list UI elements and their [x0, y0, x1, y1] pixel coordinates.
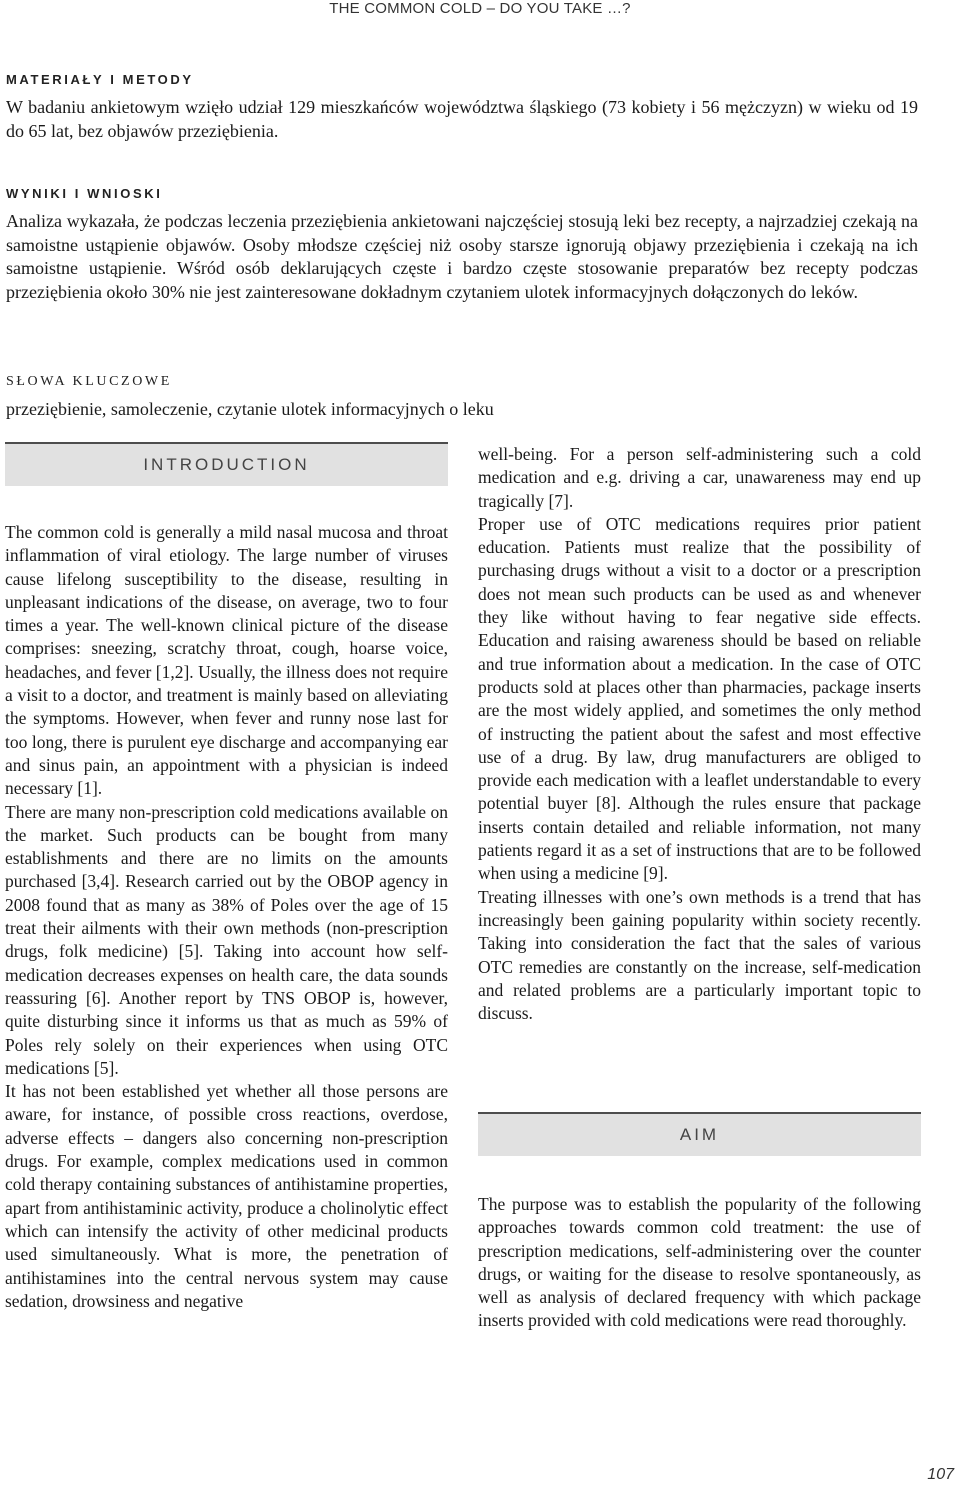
left-column [5, 521, 448, 1313]
methods-text: W badaniu ankietowym wzięło udział 129 mieszkańców województwa śląskiego (73 kobiety i 56 mężczyzn) w wieku od 19 do 65 lat, bez objawów przeziębienia. [6, 97, 918, 141]
running-head: THE COMMON COLD – DO YOU TAKE …? [329, 0, 631, 17]
intro-continued-paragraph-3: Treating illnesses with one’s own methods is a trend that has increasingly been gaining popularity within society recently. Taking into consideration the fact that the sales of various OTC remedies are constantly on the increase, self-medication and related problems are a particularly important topic to discuss. [478, 886, 921, 1024]
keywords-label: SŁOWA KLUCZOWE [6, 374, 172, 389]
page-number: 107 [927, 1466, 954, 1483]
keywords-text: przeziębienie, samoleczenie, czytanie ulotek informacyjnych o leku [6, 399, 494, 419]
right-column [478, 443, 921, 1025]
aim-heading: AIM [478, 1112, 921, 1156]
aim-column [478, 1193, 921, 1333]
intro-continued-paragraph-2: Proper use of OTC medications requires prior patient education. Patients must realize that the possibility of purchasing drugs without a visit to a doctor or a prescription does not mean such products can be used as and whenever they like without having to fear negative side effects. Education and raising awareness should be based on reliable and true information about a medication. In the case of OTC products sold at places other than pharmacies, package inserts are the most widely applied, and sometimes the only method of instructing the patient about the safest and most effective use of a drug. By law, drug manufacturers are obliged to provide each medication with a leaflet understandable to every potential buyer [8]. Although the rules ensure that package inserts contain detailed and reliable information, not many patients regard it as a set of instructions that are to be followed when using a medicine [9]. [478, 513, 921, 884]
introduction-heading: INTRODUCTION [5, 442, 448, 486]
results-label: WYNIKI I WNIOSKI [6, 186, 163, 201]
intro-paragraph-1: The common cold is generally a mild nasal mucosa and throat inflammation of viral etiology. The large number of viruses cause lifelong susceptibility to the disease, resulting in unpleasant indications of the disease, on average, two to four times a year. The well-known clinical picture of the disease comprises: sneezing, scratchy throat, cough, hoarse voice, headaches, and fever [1,2]. Usually, the illness does not require a visit to a doctor, and treatment is mainly based on alleviating the symptoms. However, when fever and runny nose last for too long, there is purulent eye discharge and accompanying ear and sinus pain, an appointment with a physician is indeed necessary [1]. [5, 522, 448, 799]
aim-paragraph: The purpose was to establish the popularity of the following approaches towards common cold treatment: the use of prescription medications, self-administering over the counter drugs, or waiting for the disease to resolve spontaneously, as well as analysis of declared frequency with which package inserts provided with cold medications were read thoroughly. [478, 1194, 921, 1331]
intro-paragraph-3: It has not been established yet whether all those persons are aware, for instance, of possible cross reactions, overdose, adverse effects – dangers also concerning non-prescription drugs. For example, complex medications used in common cold therapy containing substances of antihistamine properties, apart from antihistaminic activity, produce a cholinolytic effect which can intensify the activity of other medicinal products used simultaneously. What is more, the penetration of antihistamines into the central nervous system may cause sedation, drowsiness and negative [5, 1081, 448, 1311]
intro-paragraph-2: There are many non-prescription cold medications available on the market. Such products can be bought from many establishments and there are no limits on the amounts purchased [3,4]. Research carried out by the OBOP agency in 2008 found that as many as 38% of Poles over the age of 15 treat their ailments with their own methods (non-prescription drugs, folk medicine) [5]. Taking into account how self-medication decreases expenses on health care, the data sounds reassuring [6]. Another report by TNS OBOP is, however, quite disturbing since it informs us that as much as 59% of Poles rely solely on their experiences when using OTC medications [5]. [5, 801, 448, 1078]
intro-continued-paragraph-1: well-being. For a person self-administering such a cold medication and e.g. driving a car, unawareness may end up tragically [7]. [478, 444, 921, 511]
methods-label: MATERIAŁY I METODY [6, 72, 194, 87]
results-text: Analiza wykazała, że podczas leczenia przeziębienia ankietowani najczęściej stosują leki bez recepty, a najrzadziej czekają na samoistne ustąpienie objawów. Osoby młodsze częściej niż osoby starsze ignorują objawy przeziębienia i czekają na ich samoistne ustąpienie. Wśród osób deklarujących częste i bardzo częste stosowanie preparatów bez recepty podczas przeziębienia około 30% nie jest zainteresowane dokładnym czytaniem ulotek informacyjnych dołączonych do leków. [6, 211, 918, 302]
